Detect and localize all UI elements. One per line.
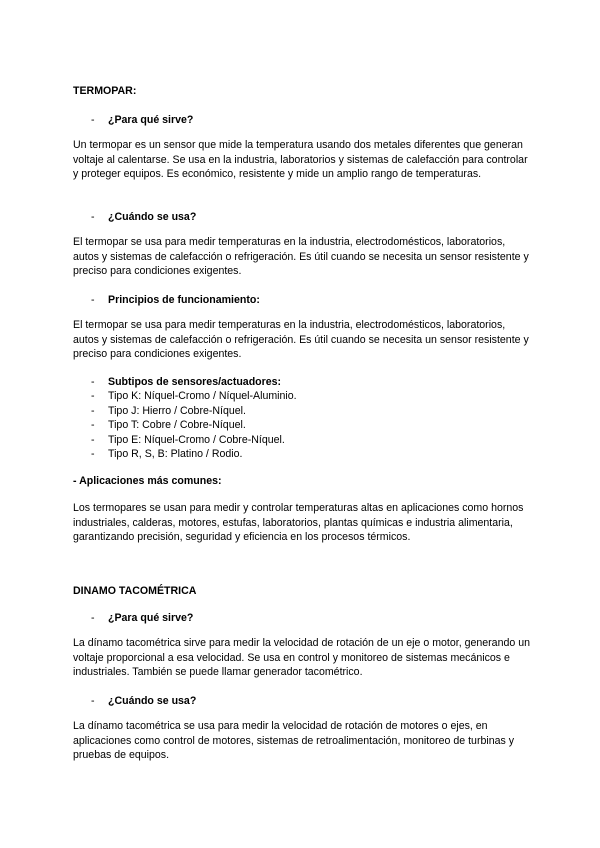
paragraph: El termopar se usa para medir temperaturas en la industria, electrodomésticos, laboratorios, autos y sistemas de calefacción o refrigeración. Es útil cuando se necesita un sensor resistente y preciso para condiciones exigentes.	[73, 236, 529, 277]
paragraph: El termopar se usa para medir temperaturas en la industria, electrodomésticos, laboratorios, autos y sistemas de calefacción o refrigeración. Es útil cuando se necesita un sensor resistente y preciso para condiciones exigentes.	[73, 319, 529, 360]
subheading-subtipos: - Subtipos de sensores/actuadores:	[91, 376, 282, 388]
bullet-dash: -	[91, 114, 95, 126]
list-item: - Tipo J: Hierro / Cobre-Níquel.	[91, 405, 246, 417]
bullet-dash: -	[91, 376, 95, 388]
paragraph: Un termopar es un sensor que mide la temperatura usando dos metales diferentes que generan voltaje al calentarse. Se usa en la industria, laboratorios y sistemas de calefacción para controlar y proteger equipos. Es económico, resistente y mide un amplio rango de temperaturas.	[73, 139, 528, 180]
bullet-dash: -	[91, 294, 95, 306]
subheading-para-que-sirve: - ¿Para qué sirve?	[91, 114, 194, 126]
list-item: - Tipo E: Níquel-Cromo / Cobre-Níquel.	[91, 434, 285, 446]
subheading-cuando-se-usa: - ¿Cuándo se usa?	[91, 211, 197, 223]
subheading-principios: - Principios de funcionamiento:	[91, 294, 260, 306]
list-item: - Tipo R, S, B: Platino / Rodio.	[91, 448, 243, 460]
subheading-aplicaciones: - Aplicaciones más comunes:	[73, 475, 222, 487]
section-title-dinamo: DINAMO TACOMÉTRICA	[73, 585, 197, 597]
bullet-dash: -	[91, 612, 95, 624]
bullet-dash: -	[91, 695, 95, 707]
bullet-dash: -	[91, 211, 95, 223]
paragraph: Los termopares se usan para medir y controlar temperaturas altas en aplicaciones como hornos industriales, calderas, motores, estufas, laboratorios, plantas químicas e industria alimentaria, garantizando precisión, seguridad y eficiencia en los procesos térmicos.	[73, 502, 524, 543]
list-item: - Tipo T: Cobre / Cobre-Níquel.	[91, 419, 246, 431]
list-item: - Tipo K: Níquel-Cromo / Níquel-Aluminio.	[91, 390, 297, 402]
paragraph: La dínamo tacométrica se usa para medir la velocidad de rotación de motores o ejes, en aplicaciones como control de motores, sistemas de retroalimentación, monitoreo de turbinas y pruebas de equipos.	[73, 720, 515, 761]
section-title-termopar: TERMOPAR:	[73, 85, 137, 97]
subheading-para-que-sirve: - ¿Para qué sirve?	[91, 612, 194, 624]
subheading-cuando-se-usa: - ¿Cuándo se usa?	[91, 695, 197, 707]
paragraph: La dínamo tacométrica sirve para medir la velocidad de rotación de un eje o motor, generando un voltaje proporcional a esa velocidad. Se usa en control y monitoreo de sistemas mecánicos e industriales. También se puede llamar generador tacométrico.	[73, 637, 530, 678]
